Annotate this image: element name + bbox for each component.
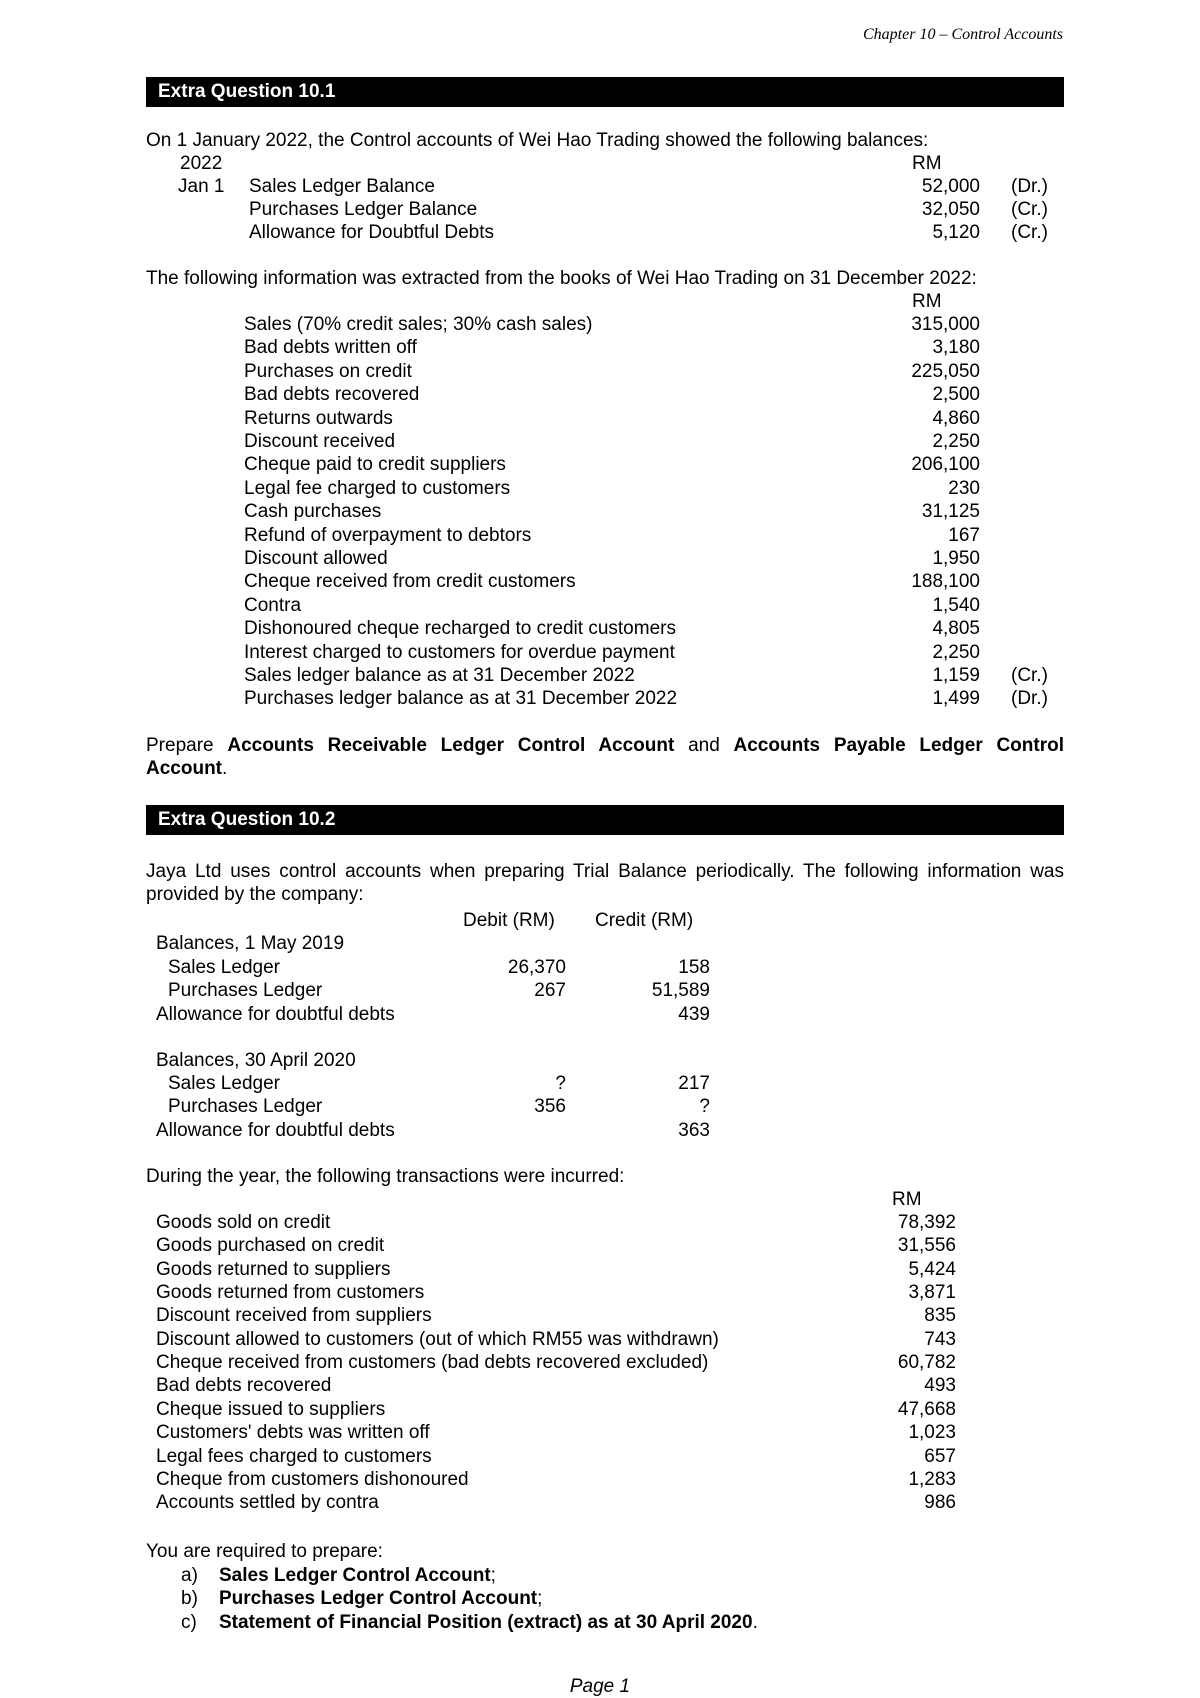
- q2-required-item: [219, 1588, 542, 1610]
- q1-task-end: .: [222, 758, 228, 779]
- q2-balance-label: Sales Ledger: [168, 957, 280, 978]
- q1-item-label: Discount received: [244, 431, 396, 452]
- q1-date: Jan 1: [178, 176, 225, 197]
- q2-balance-label: Allowance for doubtful debts: [156, 1003, 395, 1025]
- q1-item-label: Contra: [244, 594, 302, 616]
- q1-item-amount: 225,050: [911, 360, 980, 382]
- q2-transaction-label: Discount received from suppliers: [156, 1305, 432, 1327]
- q2-required-text: Sales Ledger Control Account: [219, 1565, 491, 1586]
- q1-item-label: Bad debts recovered: [244, 384, 420, 406]
- q2-balance-credit: 217: [678, 1073, 710, 1094]
- q1-item-label: Discount allowed: [244, 548, 388, 569]
- q1-balance-label: Allowance for Doubtful Debts: [249, 222, 495, 243]
- q1-item-label: Purchases on credit: [244, 360, 412, 382]
- q2-transaction-amount: 743: [924, 1328, 956, 1350]
- q1-balance-amount: 52,000: [921, 176, 980, 197]
- q2-required-text: Statement of Financial Position (extract) as at 30 April 2020: [219, 1611, 753, 1633]
- q2-transaction-amount: 3,871: [908, 1282, 956, 1304]
- q1-task-mid: and: [674, 735, 734, 756]
- q2-transaction-label: Goods returned to suppliers: [156, 1258, 391, 1280]
- q1-item-label: Cheque received from credit customers: [244, 571, 576, 593]
- q2-balance-label: Purchases Ledger: [168, 1096, 323, 1118]
- q1-task-bold-2: Accounts Payable Ledger Control Account: [146, 735, 1065, 779]
- q2-required-marker: c): [181, 1611, 197, 1633]
- q1-task: [146, 734, 1064, 780]
- q2-transaction-amount: 657: [924, 1445, 956, 1467]
- q1-item-amount: 315,000: [911, 314, 980, 335]
- q2-balance-debit: ?: [555, 1073, 566, 1094]
- q2-transaction-amount: 493: [924, 1375, 956, 1397]
- q1-item-amount: 1,950: [932, 548, 980, 569]
- q2-balance-credit: 363: [678, 1119, 710, 1141]
- q2-balances-1-title: Balances, 1 May 2019: [156, 933, 345, 954]
- q2-transaction-amount: 986: [924, 1492, 956, 1514]
- q1-task-bold-1: Accounts Receivable Ledger Control Account: [227, 735, 675, 756]
- q1-item-label: Returns outwards: [244, 407, 393, 429]
- q2-balance-label: Allowance for doubtful debts: [156, 1119, 395, 1141]
- q2-balance-credit: 158: [678, 957, 710, 978]
- q1-item-amount: 2,250: [932, 641, 980, 663]
- q2-transaction-label: Legal fees charged to customers: [156, 1445, 432, 1467]
- q1-intro: On 1 January 2022, the Control accounts of Wei Hao Trading showed the following balances:: [146, 130, 929, 151]
- q1-task-prefix: Prepare: [146, 735, 228, 756]
- q2-required-marker: b): [181, 1588, 198, 1610]
- q2-transaction-label: Cheque from customers dishonoured: [156, 1468, 469, 1490]
- q2-balance-label: Purchases Ledger: [168, 980, 323, 1002]
- q1-item-label: Cheque paid to credit suppliers: [244, 454, 506, 476]
- q2-debit-header: Debit (RM): [463, 910, 555, 931]
- q1-item-amount: 4,860: [932, 407, 980, 429]
- q1-item-amount: 206,100: [911, 454, 980, 476]
- q1-item-label: Interest charged to customers for overdue payment: [244, 641, 675, 663]
- q2-balance-debit: 267: [534, 980, 566, 1002]
- q1-balance-label: Purchases Ledger Balance: [249, 199, 478, 220]
- q2-required-end: ;: [537, 1588, 543, 1610]
- q1-balance-side: (Dr.): [1011, 176, 1048, 197]
- q2-transaction-label: Customers' debts was written off: [156, 1422, 430, 1444]
- q2-transaction-amount: 60,782: [897, 1352, 956, 1374]
- q1-item-label: Cash purchases: [244, 501, 382, 523]
- q2-balance-credit: ?: [699, 1096, 710, 1118]
- q2-required-intro: You are required to prepare:: [146, 1541, 383, 1562]
- q1-year: 2022: [180, 153, 223, 174]
- q2-required-item: [219, 1565, 496, 1587]
- q1-item-label: Dishonoured cheque recharged to credit customers: [244, 618, 676, 640]
- q1-balance-amount: 5,120: [932, 222, 980, 243]
- q1-item-label: Purchases ledger balance as at 31 December 2022: [244, 688, 678, 710]
- q2-balance-debit: 356: [534, 1096, 566, 1118]
- q1-item-amount: 1,540: [932, 594, 980, 616]
- q2-intro: Jaya Ltd uses control accounts when preparing Trial Balance periodically. The following information was provided by the company:: [146, 861, 1064, 905]
- question-title-10-2: Extra Question 10.2: [146, 805, 1064, 835]
- q2-transaction-label: Accounts settled by contra: [156, 1492, 379, 1514]
- q2-transaction-amount: 5,424: [908, 1258, 956, 1280]
- q1-balance-side: (Cr.): [1011, 199, 1048, 220]
- q1-item-label: Refund of overpayment to debtors: [244, 524, 532, 546]
- q1-balance-amount: 32,050: [921, 199, 980, 220]
- chapter-header: Chapter 10 – Control Accounts: [863, 26, 1063, 43]
- q1-rm-label: RM: [912, 153, 942, 174]
- q1-balance-side: (Cr.): [1011, 222, 1048, 243]
- q1-item-amount: 2,250: [932, 431, 980, 452]
- q2-balance-debit: 26,370: [507, 957, 566, 978]
- q1-item-label: Sales (70% credit sales; 30% cash sales): [244, 314, 593, 335]
- q1-item-amount: 3,180: [932, 337, 980, 359]
- q2-transaction-label: Goods purchased on credit: [156, 1235, 385, 1257]
- q2-required-end: .: [752, 1611, 758, 1633]
- q1-item-side: (Dr.): [1011, 688, 1048, 710]
- q2-required-marker: a): [181, 1565, 198, 1586]
- q2-balances-2-title: Balances, 30 April 2020: [156, 1050, 356, 1071]
- q1-item-amount: 230: [948, 477, 980, 499]
- q2-balance-credit: 51,589: [651, 980, 710, 1002]
- q2-transaction-amount: 1,283: [908, 1468, 956, 1490]
- q1-item-amount: 1,159: [932, 665, 980, 686]
- q2-required-text: Purchases Ledger Control Account: [219, 1588, 538, 1610]
- q2-required-item: [219, 1612, 758, 1634]
- q2-transaction-label: Goods sold on credit: [156, 1212, 331, 1233]
- q2-transaction-amount: 47,668: [897, 1398, 956, 1420]
- page-number: Page 1: [569, 1676, 631, 1697]
- question-title-10-1: Extra Question 10.1: [146, 77, 1064, 107]
- q1-item-amount: 188,100: [911, 571, 980, 593]
- q1-item-amount: 31,125: [921, 501, 980, 523]
- q2-balance-credit: 439: [678, 1003, 710, 1025]
- q2-transaction-amount: 1,023: [908, 1422, 956, 1444]
- q2-transaction-label: Goods returned from customers: [156, 1282, 425, 1304]
- q1-item-label: Sales ledger balance as at 31 December 2022: [244, 665, 635, 686]
- q1-item-side: (Cr.): [1011, 665, 1048, 686]
- q2-transactions-rm: RM: [892, 1189, 922, 1210]
- q2-transaction-label: Bad debts recovered: [156, 1375, 332, 1397]
- q1-item-label: Legal fee charged to customers: [244, 477, 511, 499]
- q1-info-rm: RM: [912, 291, 942, 312]
- q2-required-end: ;: [490, 1565, 496, 1586]
- q2-transaction-label: Discount allowed to customers (out of which RM55 was withdrawn): [156, 1328, 719, 1350]
- q2-transaction-label: Cheque issued to suppliers: [156, 1398, 386, 1420]
- q1-item-amount: 1,499: [932, 688, 980, 710]
- q1-item-amount: 4,805: [932, 618, 980, 640]
- q1-item-amount: 2,500: [932, 384, 980, 406]
- q1-item-label: Bad debts written off: [244, 337, 417, 359]
- q2-credit-header: Credit (RM): [595, 910, 694, 931]
- q2-transactions-intro: During the year, the following transactions were incurred:: [146, 1166, 625, 1187]
- q1-balance-label: Sales Ledger Balance: [249, 176, 435, 197]
- q2-transaction-label: Cheque received from customers (bad debts recovered excluded): [156, 1352, 709, 1374]
- q2-transaction-amount: 78,392: [897, 1212, 956, 1233]
- q1-item-amount: 167: [948, 524, 980, 546]
- q1-info-intro: The following information was extracted from the books of Wei Hao Trading on 31 December 2022:: [146, 268, 977, 289]
- q2-transaction-amount: 835: [924, 1305, 956, 1327]
- q2-transaction-amount: 31,556: [897, 1235, 956, 1257]
- q2-balance-label: Sales Ledger: [168, 1073, 280, 1094]
